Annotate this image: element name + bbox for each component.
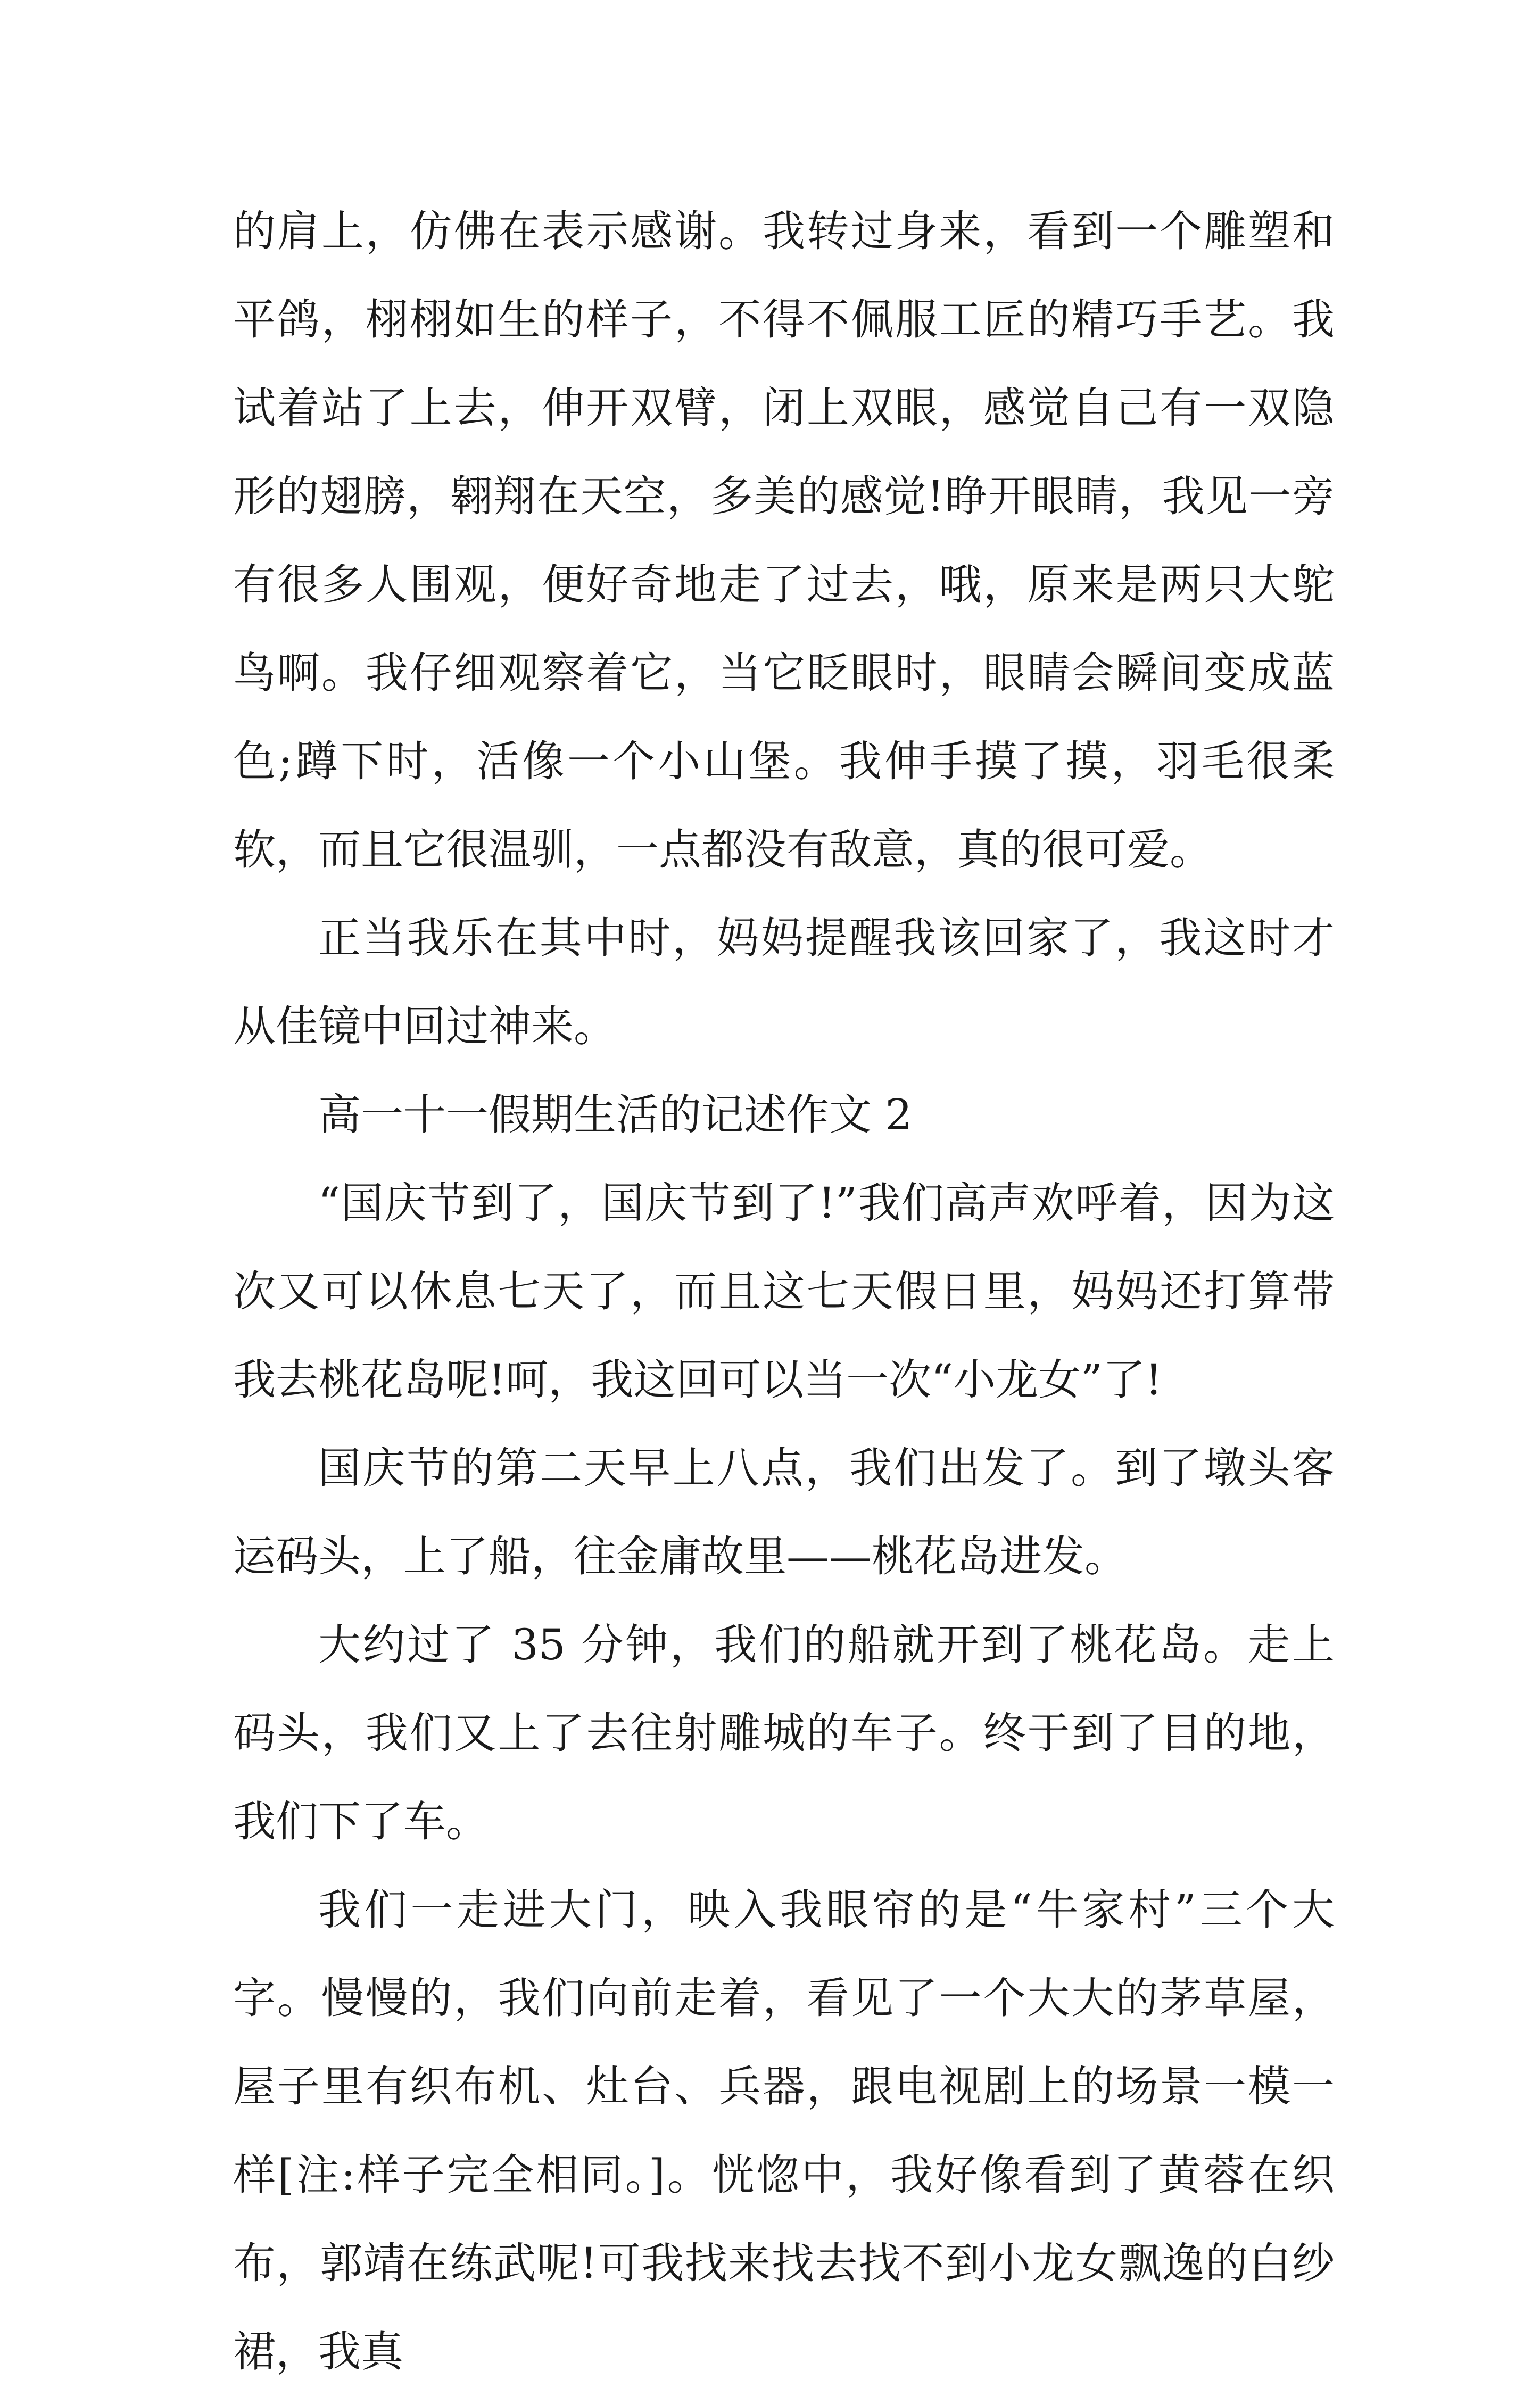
paragraph-5: 大约过了 35 分钟，我们的船就开到了桃花岛。走上码头，我们又上了去往射雕城的车子。终于到了目的地，我们下了车。 [233, 1620, 1335, 1846]
paragraph-6: 我们一走进大门，映入我眼帘的是“牛家村”三个大字。慢慢的，我们向前走着，看见了一个大大的茅草屋，屋子里有织布机、灶台、兵器，跟电视剧上的场景一模一样[注:样子完全相同。]。恍惚中，我好像看到了黄蓉在织布，郭靖在练武呢!可我找来找去找不到小龙女飘逸的白纱裙，我真 [233, 1885, 1335, 2376]
paragraph-1: 的肩上，仿佛在表示感谢。我转过身来，看到一个雕塑和平鸽，栩栩如生的样子，不得不佩服工匠的精巧手艺。我试着站了上去，伸开双臂，闭上双眼，感觉自己有一双隐形的翅膀，翱翔在天空，多美的感觉!睁开眼睛，我见一旁有很多人围观，便好奇地走了过去，哦，原来是两只大鸵鸟啊。我仔细观察着它，当它眨眼时，眼睛会瞬间变成蓝色;蹲下时，活像一个小山堡。我伸手摸了摸，羽毛很柔软，而且它很温驯，一点都没有敌意，真的很可爱。 [233, 206, 1335, 874]
paragraph-4: 国庆节的第二天早上八点，我们出发了。到了墩头客运码头，上了船，往金庸故里——桃花岛进发。 [233, 1443, 1335, 1581]
document-body [233, 187, 1335, 2396]
section-heading: 高一十一假期生活的记述作文 2 [318, 1090, 913, 1139]
paragraph-3: “国庆节到了，国庆节到了!”我们高声欢呼着，因为这次又可以休息七天了，而且这七天假日里，妈妈还打算带我去桃花岛呢!呵，我这回可以当一次“小龙女”了! [233, 1178, 1335, 1404]
paragraph-2: 正当我乐在其中时，妈妈提醒我该回家了，我这时才从佳镜中回过神来。 [233, 913, 1335, 1051]
